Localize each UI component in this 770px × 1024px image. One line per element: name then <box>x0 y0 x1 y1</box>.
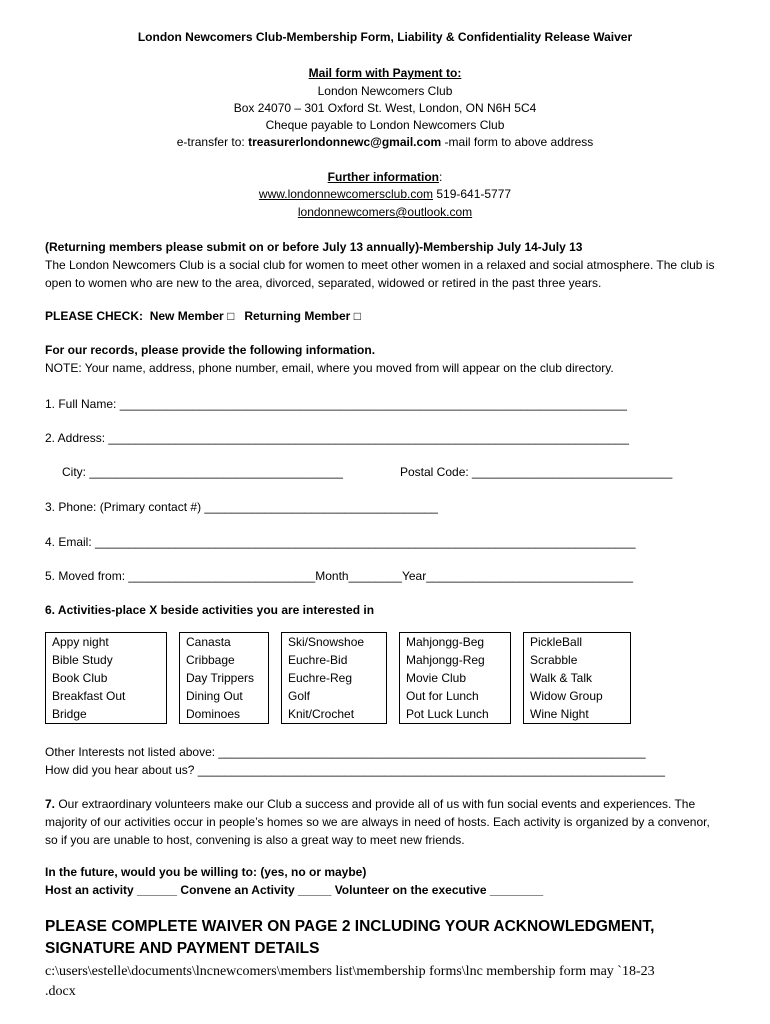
activity-wine-night[interactable]: Wine Night <box>530 707 589 721</box>
activity-appy-night[interactable]: Appy night <box>52 635 109 649</box>
activities-table <box>45 632 631 724</box>
email-link[interactable]: londonnewcomers@outlook.com <box>297 205 473 219</box>
mail-line-club: London Newcomers Club <box>317 84 453 98</box>
activities-heading: 6. Activities-place X beside activities you are interested in <box>45 603 375 617</box>
phone-number: 519-641-5777 <box>436 187 512 201</box>
volunteers-text: Our extraordinary volunteers make our Club a success and provide all of us with fun social events and experiences. The majority of our activities occur in people’s homes so we are always in need of hosts. Each activity is organized by a convenor, so if you are unable to host, convening is also a great way to meet new friends. <box>45 797 710 847</box>
activity-out-for-lunch[interactable]: Out for Lunch <box>406 689 479 703</box>
column-gap <box>167 633 180 724</box>
file-path-line-1: c:\users\estelle\documents\lncnewcomers\members list\membership forms\lnc membership form may `18-23 <box>45 964 655 979</box>
city-field[interactable]: City: ______________________________________ <box>62 465 343 479</box>
activity-bridge[interactable]: Bridge <box>52 707 87 721</box>
activity-mahjongg-reg[interactable]: Mahjongg-Reg <box>406 653 485 667</box>
waiver-notice-line-1: PLEASE COMPLETE WAIVER ON PAGE 2 INCLUDING YOUR ACKNOWLEDGMENT, <box>45 918 655 935</box>
activity-ski-snowshoe[interactable]: Ski/Snowshoe <box>288 635 365 649</box>
activity-euchre-bid[interactable]: Euchre-Bid <box>288 653 348 667</box>
activity-breakfast-out[interactable]: Breakfast Out <box>52 689 126 703</box>
activity-movie-club[interactable]: Movie Club <box>406 671 467 685</box>
postal-code-field[interactable]: Postal Code: ______________________________ <box>400 465 673 479</box>
returning-members-note: (Returning members please submit on or before July 13 annually)-Membership July 14-July 13 <box>45 240 583 254</box>
returning-member-label: Returning Member <box>244 309 351 323</box>
activities-column-3 <box>282 633 387 724</box>
volunteers-paragraph <box>45 795 725 849</box>
etransfer-suffix: -mail form to above address <box>441 135 594 149</box>
email-line <box>0 205 770 219</box>
column-gap <box>269 633 282 724</box>
address-field[interactable]: 2. Address: ______________________________________________________________________________ <box>45 431 629 445</box>
further-info-heading: Further information: <box>327 170 443 184</box>
activities-column-5 <box>524 633 631 724</box>
page-title: London Newcomers Club-Membership Form, Liability & Confidentiality Release Waiver <box>137 30 633 44</box>
phone-field[interactable]: 3. Phone: (Primary contact #) ___________________________________ <box>45 500 438 514</box>
website-link[interactable]: www.londonnewcomersclub.com <box>258 187 433 201</box>
activity-mahjongg-beg[interactable]: Mahjongg-Beg <box>406 635 485 649</box>
activity-day-trippers[interactable]: Day Trippers <box>186 671 255 685</box>
mail-line-address: Box 24070 – 301 Oxford St. West, London, ON N6H 5C4 <box>233 101 537 115</box>
activity-knit-crochet[interactable]: Knit/Crochet <box>288 707 355 721</box>
etransfer-line <box>0 135 770 149</box>
moved-from-field[interactable]: 5. Moved from: ____________________________Month________Year_______________________________ <box>45 569 634 583</box>
waiver-notice-line-2: SIGNATURE AND PAYMENT DETAILS <box>45 940 320 957</box>
activity-golf[interactable]: Golf <box>288 689 311 703</box>
activities-column-1 <box>46 633 167 724</box>
other-interests-field[interactable]: Other Interests not listed above: ________________________________________________________________ <box>45 745 646 759</box>
activities-column-4 <box>400 633 511 724</box>
etransfer-prefix: e-transfer to: <box>176 135 249 149</box>
please-check-label: PLEASE CHECK: <box>45 309 144 323</box>
activity-euchre-reg[interactable]: Euchre-Reg <box>288 671 353 685</box>
column-gap <box>511 633 524 724</box>
activity-dominoes[interactable]: Dominoes <box>186 707 241 721</box>
new-member-label: New Member <box>149 309 224 323</box>
activity-widow-group[interactable]: Widow Group <box>530 689 603 703</box>
member-type-check <box>45 309 361 323</box>
column-gap <box>387 633 400 724</box>
activity-cribbage[interactable]: Cribbage <box>186 653 235 667</box>
activity-canasta[interactable]: Canasta <box>186 635 231 649</box>
activity-book-club[interactable]: Book Club <box>52 671 108 685</box>
volunteers-number: 7. <box>45 797 56 811</box>
etransfer-email: treasurerlondonnewc@gmail.com <box>248 135 442 149</box>
mail-line-cheque: Cheque payable to London Newcomers Club <box>265 118 505 132</box>
activity-scrabble[interactable]: Scrabble <box>530 653 578 667</box>
new-member-checkbox[interactable]: □ <box>227 309 235 323</box>
future-options[interactable]: Host an activity ______ Convene an Activity _____ Volunteer on the executive ________ <box>45 883 544 897</box>
activity-walk-and-talk[interactable]: Walk & Talk <box>530 671 593 685</box>
club-description: The London Newcomers Club is a social club for women to meet other women in a relaxed and social atmosphere. The club is open to women who are new to the area, divorced, separated, widowed or retired in the past three years. <box>45 258 715 290</box>
records-note: NOTE: Your name, address, phone number, email, where you moved from will appear on the club directory. <box>45 361 614 375</box>
activities-column-2 <box>180 633 269 724</box>
how-heard-field[interactable]: How did you hear about us? ______________________________________________________________________ <box>45 763 665 777</box>
full-name-field[interactable]: 1. Full Name: ____________________________________________________________________________ <box>45 397 627 411</box>
email-field[interactable]: 4. Email: _________________________________________________________________________________ <box>45 535 636 549</box>
contact-line <box>0 187 770 201</box>
activity-pickleball[interactable]: PickleBall <box>530 635 583 649</box>
mail-heading: Mail form with Payment to: <box>308 66 462 80</box>
activity-dining-out[interactable]: Dining Out <box>186 689 243 703</box>
returning-member-checkbox[interactable]: □ <box>353 309 361 323</box>
activity-bible-study[interactable]: Bible Study <box>52 653 113 667</box>
records-heading: For our records, please provide the following information. <box>45 343 376 357</box>
activity-pot-luck-lunch[interactable]: Pot Luck Lunch <box>406 707 489 721</box>
future-question: In the future, would you be willing to: (yes, no or maybe) <box>45 865 367 879</box>
file-path-line-2: .docx <box>45 984 76 999</box>
